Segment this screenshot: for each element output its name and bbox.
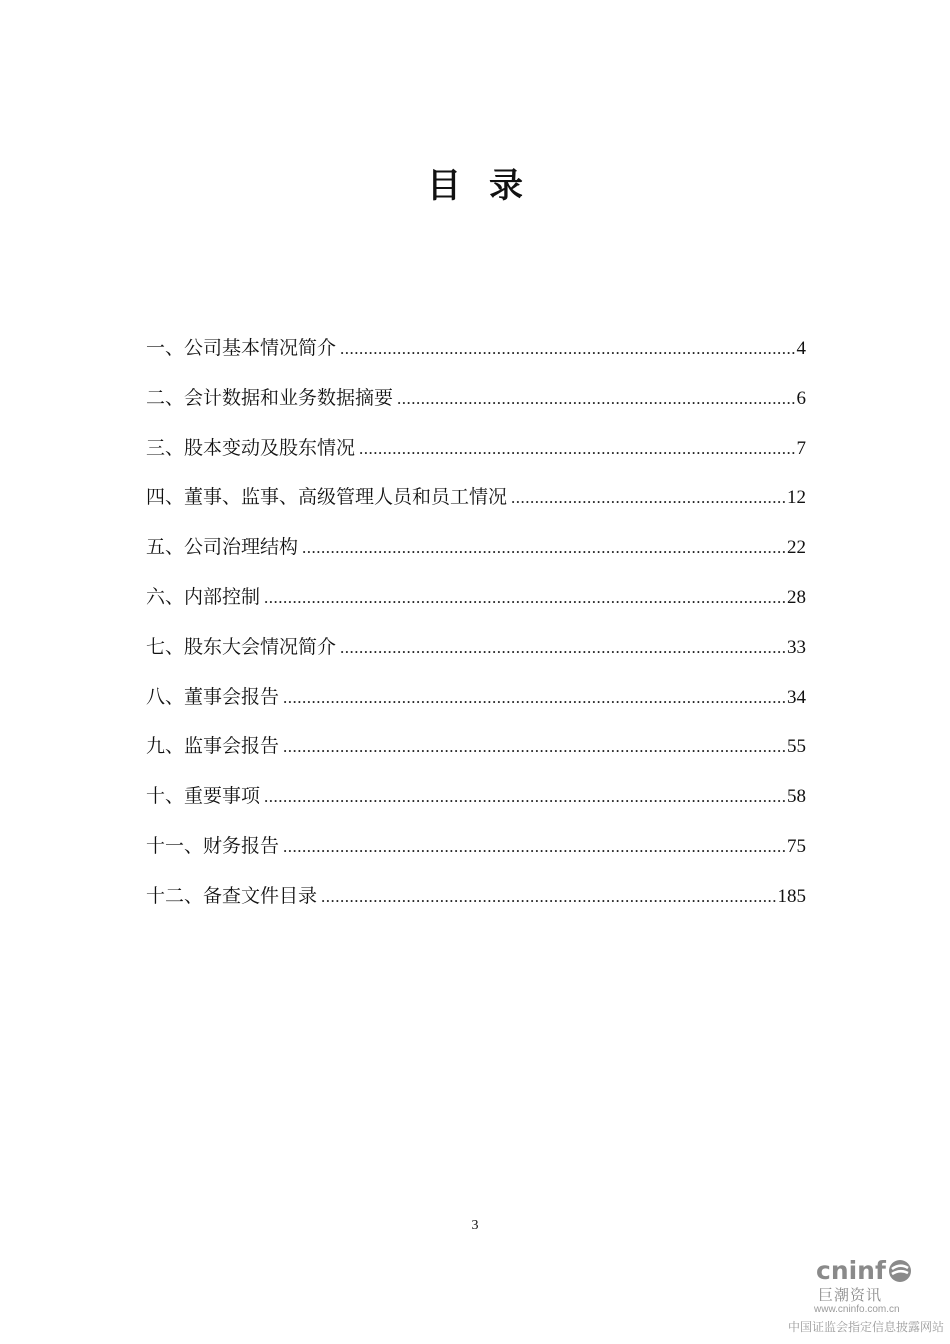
toc-entry-page: 34: [787, 686, 806, 708]
toc-leader-dots: [283, 829, 787, 865]
toc-entry-label: 七、股东大会情况简介: [146, 635, 337, 658]
watermark-url: www.cninfo.com.cn: [814, 1304, 900, 1315]
toc-entry-label: 八、董事会报告: [146, 685, 280, 708]
toc-entry[interactable]: [146, 679, 806, 729]
page-number: 3: [471, 1218, 479, 1233]
toc-entry-label: 五、公司治理结构: [146, 536, 299, 559]
toc-entry[interactable]: [146, 579, 806, 629]
watermark-logo-text: cninf: [816, 1256, 886, 1285]
watermark-brand-name: 巨潮资讯: [818, 1286, 883, 1304]
toc-entry[interactable]: [146, 380, 806, 430]
toc-entry[interactable]: [146, 529, 806, 579]
toc-entry-page: 7: [796, 437, 806, 459]
watermark-slogan: 中国证监会指定信息披露网站: [788, 1320, 945, 1334]
toc-leader-dots: [511, 480, 787, 516]
toc-entry-label: 三、股本变动及股东情况: [146, 436, 356, 459]
toc-leader-dots: [340, 630, 787, 666]
toc-entry-label: 六、内部控制: [146, 585, 261, 608]
toc-entry-page: 33: [787, 636, 806, 658]
toc-leader-dots: [359, 431, 796, 467]
toc-entry[interactable]: [146, 778, 806, 828]
toc-leader-dots: [264, 580, 787, 616]
toc-entry-page: 185: [777, 885, 806, 907]
toc-entry[interactable]: [146, 629, 806, 679]
toc-entry-label: 九、监事会报告: [146, 735, 280, 758]
toc-entry-label: 一、公司基本情况简介: [146, 337, 337, 359]
toc-entry[interactable]: [146, 430, 806, 480]
watermark-logo: [816, 1258, 913, 1284]
toc-entry-label: 二、会计数据和业务数据摘要: [146, 386, 394, 409]
toc-entry-page: 55: [787, 736, 806, 758]
toc-entry[interactable]: [146, 878, 806, 928]
toc-entry-page: 12: [787, 487, 806, 509]
swirl-logo-icon: [887, 1258, 913, 1284]
toc-leader-dots: [321, 879, 777, 915]
toc-entry-label: 四、董事、监事、高级管理人员和员工情况: [146, 486, 508, 509]
toc-entry-page: 28: [787, 586, 806, 608]
toc-entry-label: 十一、财务报告: [146, 834, 280, 857]
toc-leader-dots: [283, 729, 787, 765]
toc-entry[interactable]: [146, 728, 806, 778]
toc-entry-page: 22: [787, 537, 806, 559]
page-title: 目录: [427, 166, 551, 206]
toc-entry-page: 75: [787, 835, 806, 857]
toc-entry-page: 4: [796, 338, 806, 359]
cninfo-watermark: [786, 1254, 946, 1338]
toc-entry-label: 十、重要事项: [146, 785, 261, 808]
table-of-contents: [146, 330, 806, 928]
toc-entry-page: 58: [787, 786, 806, 808]
toc-entry[interactable]: [146, 828, 806, 878]
toc-leader-dots: [340, 331, 796, 367]
toc-entry-page: 6: [796, 387, 806, 409]
toc-leader-dots: [283, 680, 787, 716]
toc-entry[interactable]: [146, 330, 806, 380]
toc-entry[interactable]: [146, 479, 806, 529]
toc-entry-label: 十二、备查文件目录: [146, 884, 318, 907]
toc-leader-dots: [397, 381, 796, 417]
toc-leader-dots: [264, 779, 787, 815]
toc-leader-dots: [302, 530, 787, 566]
